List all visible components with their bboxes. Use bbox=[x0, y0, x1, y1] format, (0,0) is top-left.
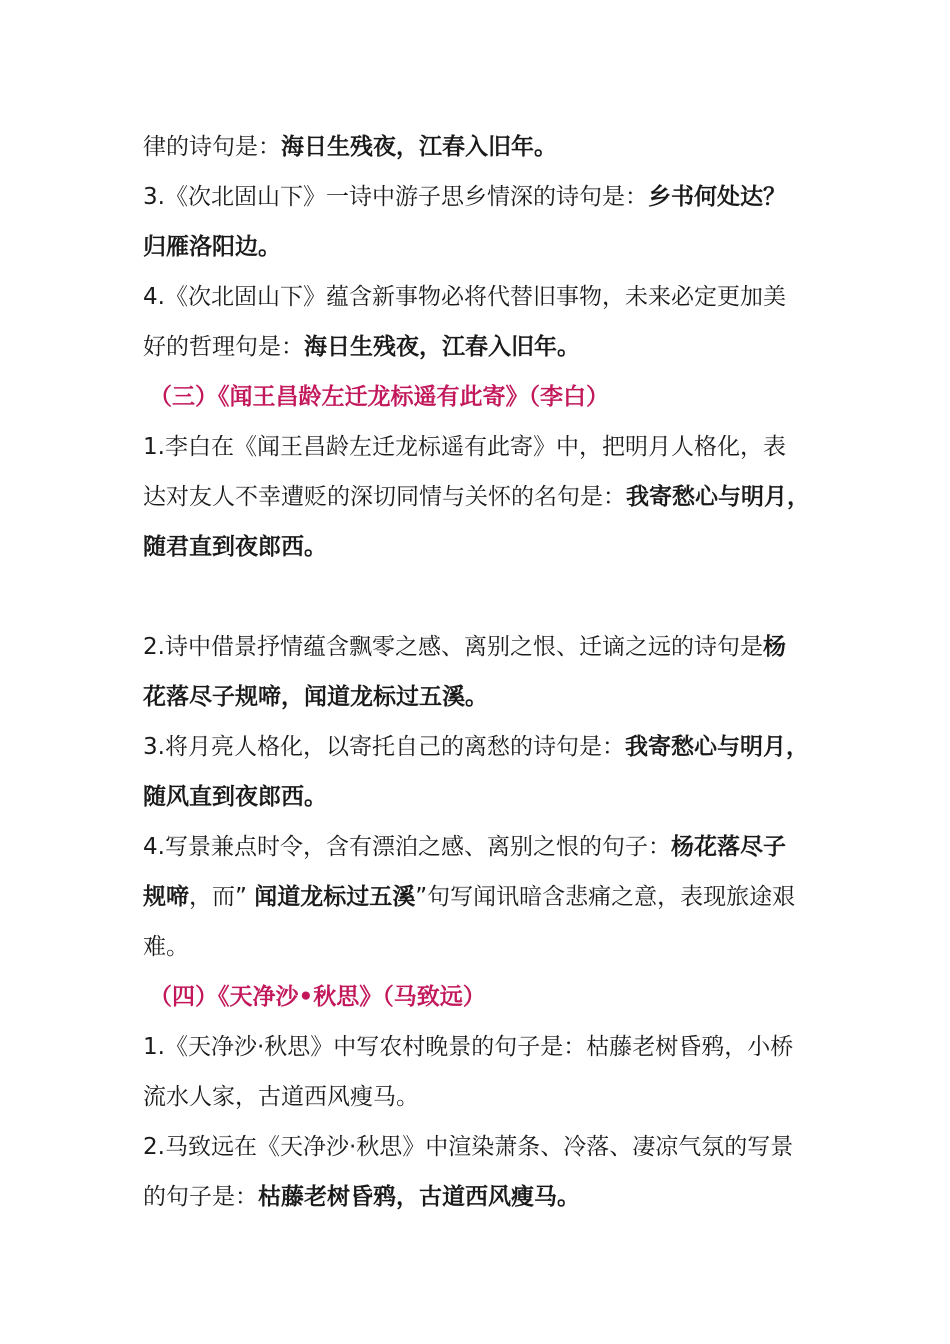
text-line bbox=[143, 222, 823, 272]
text-line bbox=[143, 522, 823, 572]
bold-answer-text: 归雁洛阳边。 bbox=[143, 234, 281, 260]
body-text: 1.《天净沙·秋思》中写农村晚景的句子是：枯藤老树昏鸦，小桥 bbox=[143, 1034, 794, 1060]
bold-answer-text: （三）《闻王昌龄左迁龙标遥有此寄》（李白） bbox=[149, 384, 609, 410]
bold-answer-text: 闻道龙标过五溪 bbox=[254, 884, 416, 910]
text-line bbox=[143, 872, 823, 922]
bold-answer-text: 规啼 bbox=[143, 884, 189, 910]
text-line bbox=[143, 472, 823, 522]
text-line bbox=[143, 622, 823, 672]
bold-answer-text: 随风直到夜郎西。 bbox=[143, 784, 327, 810]
body-text: 4.《次北固山下》蕴含新事物必将代替旧事物，未来必定更加美 bbox=[143, 284, 786, 310]
bold-answer-text: 枯藤老树昏鸦，古道西风瘦马。 bbox=[258, 1184, 580, 1210]
text-line bbox=[143, 672, 823, 722]
blank-line bbox=[143, 572, 823, 622]
body-text: 4.写景兼点时令，含有漂泊之感、离别之恨的句子： bbox=[143, 834, 671, 860]
text-line bbox=[143, 1122, 823, 1172]
text-line bbox=[143, 1172, 823, 1222]
document-page bbox=[143, 122, 823, 1222]
body-text: ”句写闻讯暗含悲痛之意，表现旅途艰 bbox=[415, 884, 796, 910]
body-text: 3.《次北固山下》一诗中游子思乡情深的诗句是： bbox=[143, 184, 648, 210]
body-text: 1.李白在《闻王昌龄左迁龙标遥有此寄》中，把明月人格化，表 bbox=[143, 434, 786, 460]
text-line bbox=[143, 172, 823, 222]
text-line bbox=[143, 422, 823, 472]
bold-answer-text: 随君直到夜郎西。 bbox=[143, 534, 327, 560]
bold-answer-text: 海日生残夜，江春入旧年。 bbox=[304, 334, 580, 360]
body-text: 3.将月亮人格化，以寄托自己的离愁的诗句是： bbox=[143, 734, 625, 760]
bold-answer-text: 海日生残夜，江春入旧年。 bbox=[281, 134, 557, 160]
section-heading bbox=[143, 372, 823, 422]
body-text: 流水人家，古道西风瘦马。 bbox=[143, 1084, 419, 1110]
body-text: 2.马致远在《天净沙·秋思》中渲染萧条、冷落、凄凉气氛的写景 bbox=[143, 1134, 794, 1160]
body-text: 达对友人不幸遭贬的深切同情与关怀的名句是： bbox=[143, 484, 626, 510]
bold-answer-text: （四）《天净沙•秋思》（马致远） bbox=[149, 984, 486, 1010]
text-line bbox=[143, 122, 823, 172]
bold-answer-text: 杨花落尽子 bbox=[670, 834, 786, 860]
text-line bbox=[143, 722, 823, 772]
bold-answer-text: 杨 bbox=[762, 634, 786, 660]
section-heading bbox=[143, 972, 823, 1022]
bold-answer-text: 花落尽子规啼，闻道龙标过五溪。 bbox=[143, 684, 488, 710]
bold-answer-text: 我寄愁心与明月， bbox=[624, 734, 809, 760]
body-text: ，而” bbox=[189, 884, 255, 910]
body-text: 好的哲理句是： bbox=[143, 334, 304, 360]
text-line bbox=[143, 1072, 823, 1122]
body-text: 2.诗中借景抒情蕴含飘零之感、离别之恨、迁谪之远的诗句是 bbox=[143, 634, 763, 660]
bold-answer-text: 我寄愁心与明月， bbox=[626, 484, 810, 510]
text-line bbox=[143, 822, 823, 872]
text-line bbox=[143, 322, 823, 372]
body-text: 律的诗句是： bbox=[143, 134, 281, 160]
text-line bbox=[143, 772, 823, 822]
body-text: 难。 bbox=[143, 934, 189, 960]
text-line bbox=[143, 1022, 823, 1072]
bold-answer-text: 乡书何处达？ bbox=[647, 184, 786, 210]
text-line bbox=[143, 922, 823, 972]
body-text: 的句子是： bbox=[143, 1184, 258, 1210]
text-line bbox=[143, 272, 823, 322]
